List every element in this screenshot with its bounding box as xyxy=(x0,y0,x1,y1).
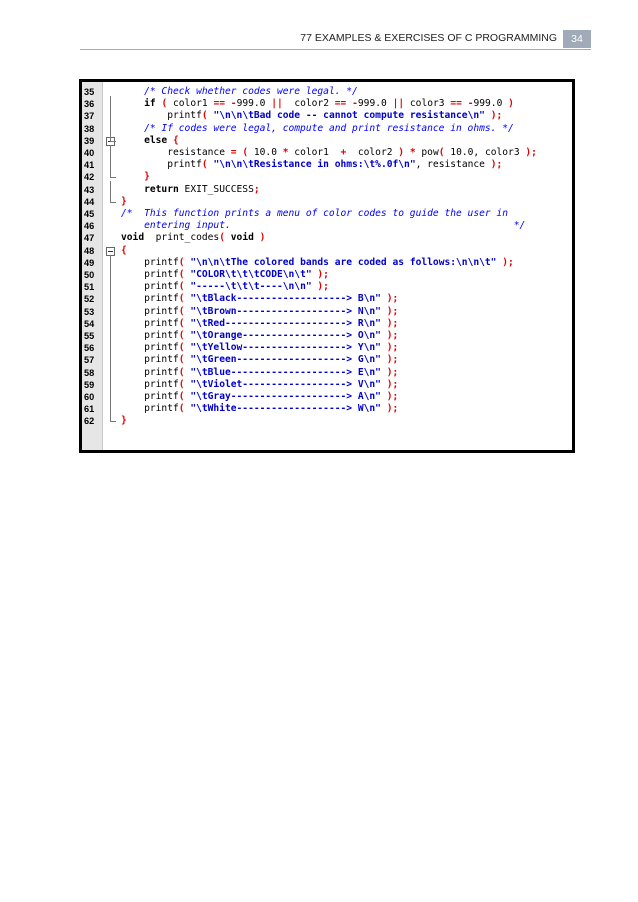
code-token: 999.0 xyxy=(357,98,393,110)
code-token: || xyxy=(392,98,405,110)
code-token: "\tWhite-------------------> W\n" xyxy=(190,403,381,415)
code-token: printf xyxy=(121,378,179,390)
code-token: ( xyxy=(178,317,185,329)
code-token: ( xyxy=(438,147,445,158)
code-token: ( xyxy=(178,305,185,317)
code-token: ( xyxy=(178,269,185,280)
code-token xyxy=(121,123,144,134)
code-line xyxy=(82,98,572,110)
code-text xyxy=(121,415,127,427)
code-token: "-----\t\t\t----\n\n" xyxy=(190,281,312,293)
code-text xyxy=(121,281,329,293)
code-text xyxy=(121,220,525,232)
code-text xyxy=(121,403,398,415)
code-token: "\tBlue--------------------> E\n" xyxy=(190,366,381,378)
code-line xyxy=(82,110,572,122)
line-number: 62 xyxy=(84,416,95,427)
code-token: printf xyxy=(121,159,202,171)
code-token: void xyxy=(121,232,145,244)
code-token: ); xyxy=(490,110,503,122)
code-line xyxy=(82,330,572,342)
code-token xyxy=(121,135,144,146)
code-token: } xyxy=(121,415,127,427)
code-token: printf xyxy=(121,269,179,280)
code-line xyxy=(82,306,572,318)
code-token: return xyxy=(144,183,179,195)
code-token: EXIT_SUCCESS xyxy=(178,183,254,195)
line-number: 54 xyxy=(84,318,95,329)
code-text xyxy=(121,245,127,257)
line-number: 57 xyxy=(84,355,95,366)
code-token: - xyxy=(467,98,474,110)
fold-end-marker xyxy=(110,141,116,142)
code-text xyxy=(121,330,398,342)
line-number: 42 xyxy=(84,172,95,183)
code-token: } xyxy=(121,195,127,207)
code-line xyxy=(82,269,572,281)
page-number-badge: 34 xyxy=(563,30,591,48)
code-text xyxy=(121,354,398,366)
code-text xyxy=(121,135,179,147)
code-token: == xyxy=(450,98,462,110)
line-number: 44 xyxy=(84,196,95,207)
code-text xyxy=(121,208,508,220)
line-number: 60 xyxy=(84,392,95,402)
code-text xyxy=(121,257,514,269)
code-line xyxy=(82,171,572,183)
fold-end-marker xyxy=(110,421,116,422)
code-token: ); xyxy=(386,378,399,390)
line-number: 53 xyxy=(84,306,95,317)
code-token: ( xyxy=(219,232,225,244)
code-line xyxy=(82,281,572,293)
code-line xyxy=(82,147,572,159)
code-token: ( xyxy=(201,159,208,171)
line-number: 59 xyxy=(84,379,95,390)
code-token: ); xyxy=(386,317,399,329)
code-token: ( xyxy=(178,391,185,402)
code-token: ( xyxy=(178,366,185,378)
code-token: ); xyxy=(386,354,399,366)
code-text xyxy=(121,232,265,244)
code-token: /* If codes were legal, compute and print resistance in ohms. */ xyxy=(144,122,514,134)
code-token: print_codes xyxy=(144,232,220,244)
code-line xyxy=(82,293,572,305)
code-token: "\tYellow------------------> Y\n" xyxy=(190,342,381,354)
line-number: 50 xyxy=(84,270,95,280)
code-text xyxy=(121,269,329,281)
line-number: 51 xyxy=(84,282,95,293)
code-token xyxy=(121,86,144,97)
code-token: else xyxy=(144,134,168,146)
code-line xyxy=(82,257,572,269)
code-token: /* This function prints a menu of color codes to guide the user in xyxy=(121,208,508,219)
code-line xyxy=(82,318,572,330)
page-header xyxy=(0,30,638,50)
code-line xyxy=(82,403,572,415)
code-token: printf xyxy=(121,354,179,366)
code-token: "\tBrown-------------------> N\n" xyxy=(190,305,381,317)
code-token: ( xyxy=(178,256,185,268)
code-line xyxy=(82,354,572,366)
code-text xyxy=(121,342,398,354)
code-line xyxy=(82,232,572,244)
code-token: ( xyxy=(242,147,249,158)
code-text xyxy=(121,318,398,330)
code-text xyxy=(121,379,398,391)
code-token: ) xyxy=(398,147,405,158)
code-token: = xyxy=(230,147,237,158)
code-token: printf xyxy=(121,366,179,378)
line-number: 43 xyxy=(84,184,95,195)
fold-end-marker xyxy=(110,202,116,203)
code-token: 10.0 xyxy=(248,147,283,158)
code-token: ); xyxy=(490,159,503,171)
code-token: "\n\n\tThe colored bands are coded as follows:\n\n\t" xyxy=(190,256,497,268)
code-line xyxy=(82,391,572,403)
code-token: - xyxy=(230,98,237,110)
code-token: ) xyxy=(508,98,514,110)
code-token: } xyxy=(144,171,150,183)
code-token: pow xyxy=(415,147,439,158)
line-number: 47 xyxy=(84,233,95,244)
code-token: ( xyxy=(178,281,185,293)
code-token xyxy=(121,98,144,109)
line-number: 45 xyxy=(84,209,95,219)
code-token: ( xyxy=(201,110,208,122)
code-token: + xyxy=(340,147,347,158)
line-number: 58 xyxy=(84,367,95,378)
code-text xyxy=(121,86,358,98)
code-token: ( xyxy=(178,330,185,341)
code-line xyxy=(82,159,572,171)
code-token: ( xyxy=(178,403,185,415)
code-token: printf xyxy=(121,403,179,415)
code-token: 999.0 xyxy=(473,98,509,110)
code-token: entering input. */ xyxy=(121,220,526,232)
code-token: ); xyxy=(386,342,399,354)
code-line xyxy=(82,86,572,98)
code-token: { xyxy=(173,134,179,146)
code-token: ); xyxy=(386,403,399,415)
code-token: 10.0, color3 xyxy=(444,147,526,158)
code-line xyxy=(82,342,572,354)
code-token: ); xyxy=(502,256,514,268)
line-number: 61 xyxy=(84,404,95,415)
code-text xyxy=(121,367,398,379)
fold-guide-line xyxy=(110,255,111,422)
code-line xyxy=(82,184,572,196)
code-token: resistance xyxy=(121,147,231,158)
code-line xyxy=(82,208,572,220)
code-token: , resistance xyxy=(415,159,491,171)
code-token: ); xyxy=(386,305,399,317)
code-token: ( xyxy=(178,354,185,366)
code-line xyxy=(82,415,572,427)
code-token: printf xyxy=(121,391,179,402)
code-token: ); xyxy=(317,269,329,280)
fold-guide-line xyxy=(110,181,111,201)
code-token: ); xyxy=(386,366,399,378)
code-text xyxy=(121,306,398,318)
code-token: "\n\n\tResistance in ohms:\t%.0f\n" xyxy=(213,159,416,171)
line-number: 35 xyxy=(84,87,95,97)
code-token: color2 xyxy=(346,147,399,158)
code-token: * xyxy=(282,147,289,158)
fold-end-marker xyxy=(110,177,116,178)
code-token: "\tBlack-------------------> B\n" xyxy=(190,293,381,305)
code-token: printf xyxy=(121,256,179,268)
code-token: "\tRed---------------------> R\n" xyxy=(190,317,381,329)
code-token: ( xyxy=(178,378,185,390)
code-text xyxy=(121,171,150,183)
code-text xyxy=(121,110,502,122)
code-token: "\tViolet------------------> V\n" xyxy=(190,378,381,390)
code-token: ( xyxy=(161,98,168,110)
line-number: 49 xyxy=(84,257,95,268)
fold-guide-line xyxy=(110,145,111,178)
code-token: - xyxy=(352,98,358,110)
line-number: 41 xyxy=(84,160,95,171)
code-token: ( xyxy=(178,342,185,354)
code-token xyxy=(121,171,144,182)
code-token: ) xyxy=(259,232,266,244)
code-token: printf xyxy=(121,305,179,317)
code-screenshot-frame xyxy=(79,79,575,453)
code-line xyxy=(82,245,572,257)
code-token: if xyxy=(144,98,156,110)
code-token: printf xyxy=(121,110,202,122)
code-token: "\tGray--------------------> A\n" xyxy=(190,391,381,402)
code-token: color3 xyxy=(404,98,451,110)
code-line xyxy=(82,379,572,391)
code-token: printf xyxy=(121,330,179,341)
code-token xyxy=(121,184,144,195)
code-token: printf xyxy=(121,317,179,329)
line-number: 46 xyxy=(84,221,95,232)
code-text xyxy=(121,293,398,305)
code-line xyxy=(82,367,572,379)
code-token: printf xyxy=(121,342,179,354)
code-line xyxy=(82,196,572,208)
line-number: 55 xyxy=(84,331,95,341)
document-title: 77 EXAMPLES & EXERCISES OF C PROGRAMMING xyxy=(300,32,557,44)
line-number: 39 xyxy=(84,135,95,146)
line-number: 37 xyxy=(84,111,95,122)
code-text xyxy=(121,159,502,171)
code-token: ); xyxy=(525,147,537,158)
code-text xyxy=(121,98,514,110)
line-number: 36 xyxy=(84,99,95,110)
code-token: "COLOR\t\t\tCODE\n\t" xyxy=(190,269,312,280)
code-text xyxy=(121,123,514,135)
code-line xyxy=(82,220,572,232)
code-token: printf xyxy=(121,293,179,305)
fold-guide-line xyxy=(110,96,111,141)
code-text xyxy=(121,391,398,403)
code-token: ); xyxy=(386,293,399,305)
code-token: == xyxy=(213,98,226,110)
code-token: ); xyxy=(386,330,399,341)
code-token: ; xyxy=(253,183,260,195)
code-line xyxy=(82,135,572,147)
header-divider xyxy=(80,49,591,50)
code-token: || xyxy=(271,98,283,110)
line-number: 38 xyxy=(84,123,95,134)
code-token: { xyxy=(121,244,127,256)
code-token: 999.0 xyxy=(236,98,272,110)
code-token: ( xyxy=(178,293,185,305)
code-token: printf xyxy=(121,281,179,293)
line-number: 40 xyxy=(84,148,95,158)
code-token: "\tOrange------------------> O\n" xyxy=(190,330,381,341)
code-text xyxy=(121,184,260,196)
code-token: color1 xyxy=(288,147,341,158)
line-number: 52 xyxy=(84,294,95,305)
line-number: 56 xyxy=(84,343,95,354)
code-token: color2 xyxy=(282,98,335,110)
line-number: 48 xyxy=(84,245,95,256)
code-text xyxy=(121,196,127,208)
code-token: void xyxy=(230,232,254,244)
code-token: * xyxy=(409,147,416,158)
code-token: "\tGreen-------------------> G\n" xyxy=(190,354,381,366)
code-token: color1 xyxy=(167,98,214,110)
code-token: ); xyxy=(386,391,399,402)
code-token: == xyxy=(334,98,347,110)
code-line xyxy=(82,123,572,135)
code-editor-panel xyxy=(82,82,572,450)
code-token: "\n\n\tBad code -- cannot compute resistance\n" xyxy=(213,110,485,122)
code-token: ); xyxy=(317,281,329,293)
code-token: /* Check whether codes were legal. */ xyxy=(144,86,358,97)
code-text xyxy=(121,147,537,159)
